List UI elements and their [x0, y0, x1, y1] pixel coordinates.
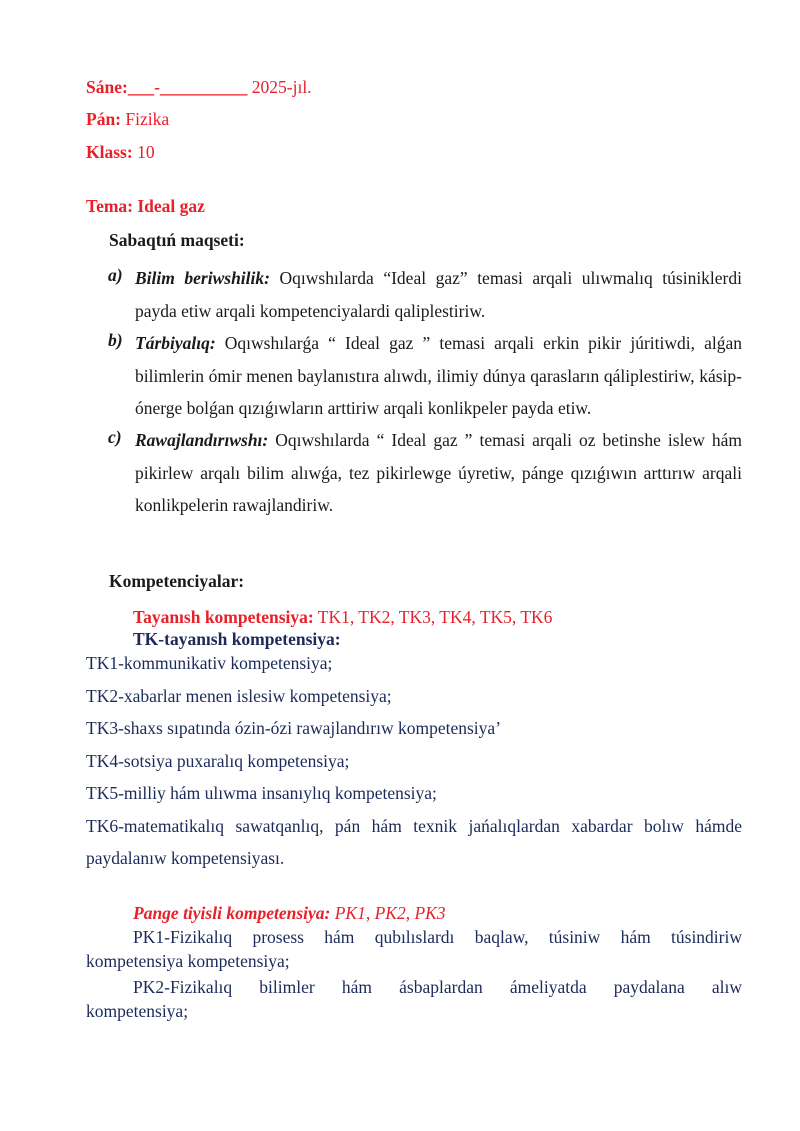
pk1-line2: kompetensiya kompetensiya;	[86, 951, 290, 971]
goals-heading-text: Sabaqtıń maqseti:	[109, 230, 245, 250]
topic-line	[86, 196, 205, 217]
tk-item-1: TK1-kommunikativ kompetensiya;	[86, 653, 333, 673]
goal-text-c	[108, 424, 742, 522]
basic-competence-codes: TK1, TK2, TK3, TK4, TK5, TK6	[313, 607, 553, 627]
basic-competence-line	[133, 607, 552, 628]
goal-text-b	[108, 327, 742, 425]
subject-line	[86, 109, 169, 130]
tk-item-6-line2: paydalanıw kompetensiyası.	[86, 848, 285, 868]
class-label: Klass:	[86, 142, 133, 162]
goal-title-c: Rawajlandırıwshı:	[135, 430, 269, 450]
goal-marker-c: c)	[108, 427, 122, 447]
goal-body-b: Oqıwshılarǵa “ Ideal gaz ” temasi arqali erkin pikir júritiwdi, alǵan bilimlerin ómir menen baylanıstıra alıwdı, ilimiy dúnya qarasların qáliplestiriw, kásip-ónerge bolǵan qızıǵıwların arttiriw arqali konlikpeler payda etiw.	[135, 333, 742, 418]
subject-competence-label: Pange tiyisli kompetensiya:	[133, 903, 331, 923]
subject-competence-line	[133, 903, 446, 924]
goal-body-a: Oqıwshılarda “Ideal gaz” temasi arqali ulıwmalıq túsiniklerdi payda etiw arqali kompetenciyalardi qaliplestiriw.	[135, 268, 742, 321]
tk-item-3: TK3-shaxs sıpatında ózin-ózi rawajlandırıw kompetensiya’	[86, 718, 502, 738]
goal-title-b: Tárbiyalıq:	[135, 333, 216, 353]
date-year: 2025-jıl.	[247, 77, 312, 97]
topic-label: Tema: Ideal gaz	[86, 196, 205, 216]
class-value: 10	[132, 142, 155, 162]
goal-title-a: Bilim beriwshilik:	[135, 268, 270, 288]
pk2-line1: PK2-Fizikalıq bilimler hám ásbaplardan ámeliyatda paydalana alıw	[133, 977, 742, 997]
date-blank: ___-__________	[127, 77, 248, 97]
pk2-line2: kompetensiya;	[86, 1001, 189, 1021]
goal-item-c	[108, 424, 742, 522]
subject-competence-codes: PK1, PK2, PK3	[330, 903, 446, 923]
basic-competence-label: Tayanısh kompetensiya:	[133, 607, 314, 627]
tk-heading	[133, 629, 341, 650]
competencies-heading	[109, 571, 244, 592]
goal-body-c: Oqıwshılarda “ Ideal gaz ” temasi arqali oz betinshe islew hám pikirlew arqalı bilim alıwǵa, tez pikirlewge úyretiw, pánge qızıǵıwın arttırıw arqali konlikpelerin rawajlandiriw.	[135, 430, 742, 515]
goal-marker-a: a)	[108, 265, 123, 285]
tk-heading-text: TK-tayanısh kompetensiya:	[133, 629, 341, 649]
subject-value: Fizika	[121, 109, 170, 129]
pk1-line1: PK1-Fizikalıq prosess hám qubılıslardı baqlaw, túsiniw hám túsindiriw	[133, 927, 742, 947]
goals-heading	[109, 230, 245, 251]
subject-label: Pán:	[86, 109, 121, 129]
tk-item-2: TK2-xabarlar menen islesiw kompetensiya;	[86, 686, 392, 706]
goal-item-a	[108, 262, 742, 327]
tk-item-5: TK5-milliy hám ulıwma insanıylıq kompetensiya;	[86, 783, 437, 803]
tk-item-6-line1: TK6-matematikalıq sawatqanlıq, pán hám texnik jańalıqlardan xabardar bolıw hámde	[86, 816, 742, 836]
date-line	[86, 77, 312, 98]
competencies-heading-text: Kompetenciyalar:	[109, 571, 245, 591]
tk-item-4: TK4-sotsiya puxaralıq kompetensiya;	[86, 751, 350, 771]
goal-marker-b: b)	[108, 330, 123, 350]
date-label: Sáne:	[86, 77, 128, 97]
class-line	[86, 142, 155, 163]
goal-item-b	[108, 327, 742, 425]
goal-text-a	[108, 262, 742, 327]
